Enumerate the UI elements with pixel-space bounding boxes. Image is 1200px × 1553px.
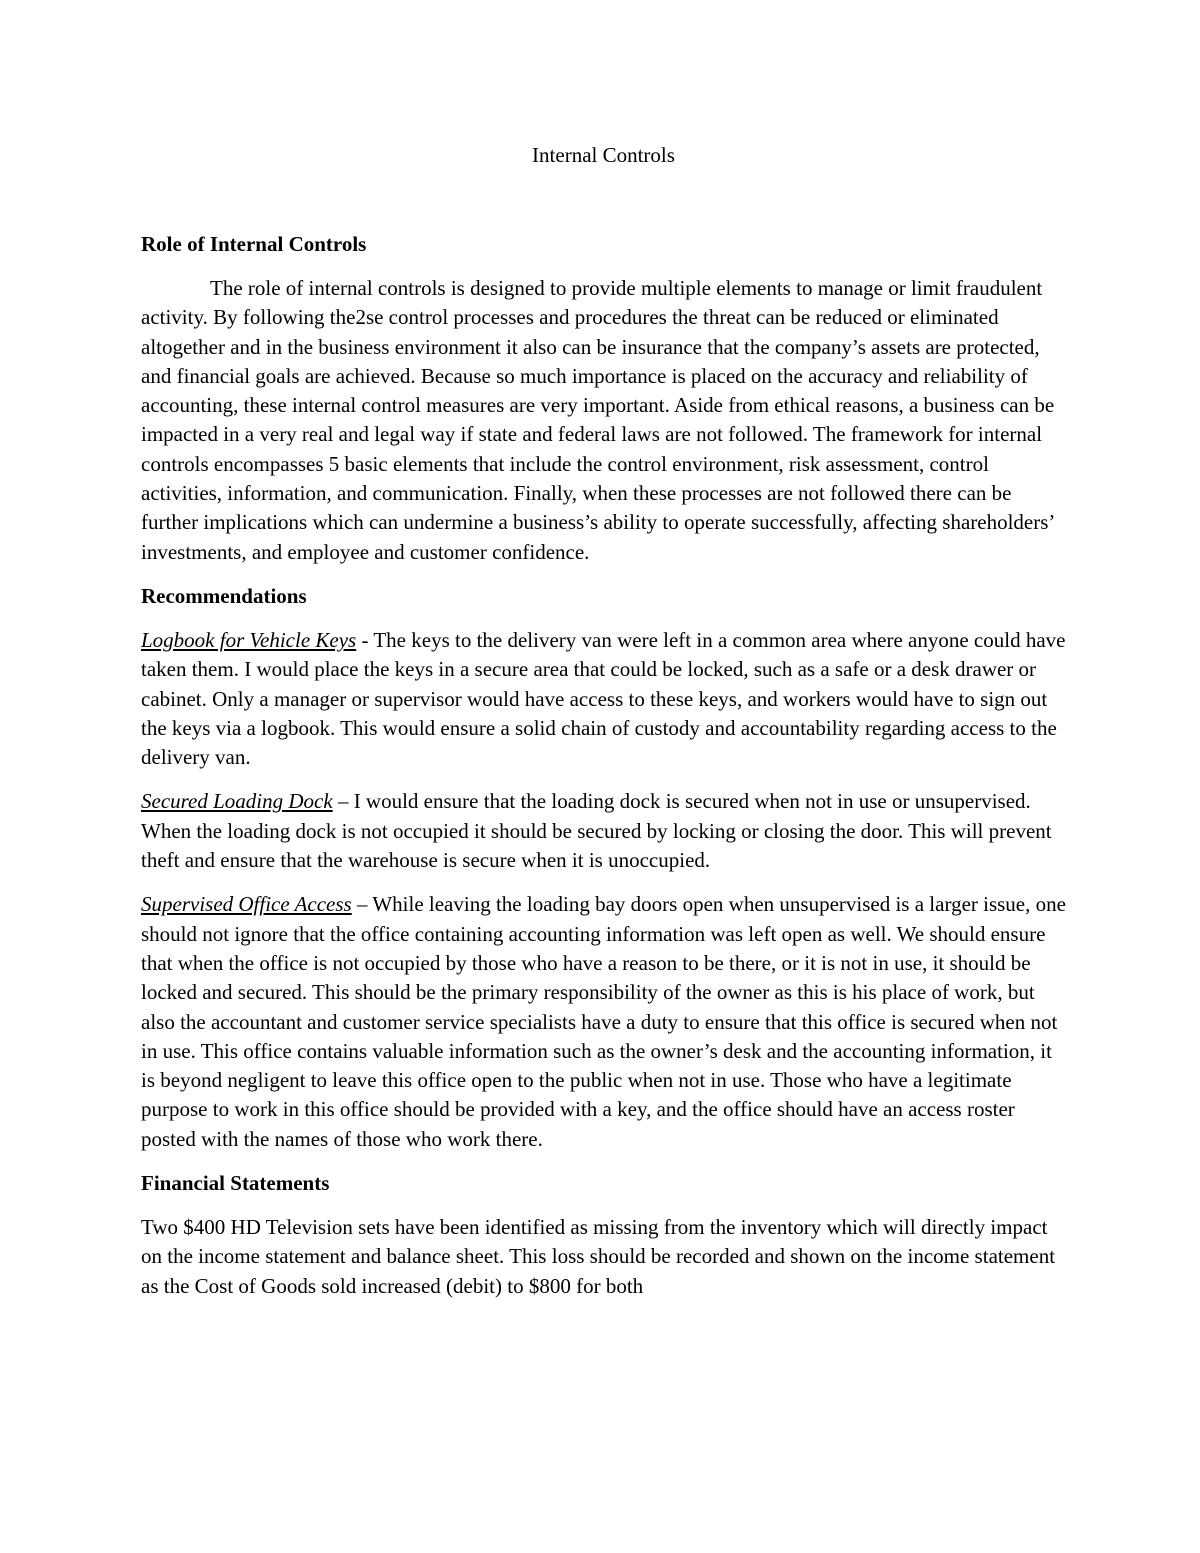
recommendation-item: [141, 890, 1066, 1154]
section-heading-recommendations: Recommendations: [141, 583, 307, 608]
recommendation-item: [141, 626, 1066, 772]
recommendation-separator: –: [332, 789, 354, 814]
recommendation-body: While leaving the loading bay doors open when unsupervised is a larger issue, one should not ignore that the office containing accounting information was left open as well. We should ensure that when the office is not occupied by those who have a reason to be there, or it is not in use, it should be locked and secured. This should be the primary responsibility of the owner as this is his place of work, but also the accountant and customer service specialists have a duty to ensure that this office is secured when not in use. This office contains valuable information such as the owner’s desk and the accounting information, it is beyond negligent to leave this office open to the public when not in use. Those who have a legitimate purpose to work in this office should be provided with a key, and the office should have an access roster posted with the names of those who work there.: [141, 892, 1066, 1151]
recommendation-title: Logbook for Vehicle Keys: [141, 627, 357, 652]
recommendation-separator: –: [351, 892, 373, 917]
section-heading-role: Role of Internal Controls: [141, 232, 367, 256]
page-title: Internal Controls: [532, 143, 675, 167]
section-heading-financial-statements: Financial Statements: [141, 1171, 330, 1196]
paragraph-financial-statements: Two $400 HD Television sets have been identified as missing from the inventory which will directly impact on the income statement and balance sheet. This loss should be recorded and shown on the income statement as the Cost of Goods sold increased (debit) to $800 for both: [141, 1215, 1056, 1298]
paragraph-role: The role of internal controls is designed to provide multiple elements to manage or limit fraudulent activity. By following the2se control processes and procedures the threat can be reduced or eliminated altogether and in the business environment it also can be insurance that the company’s assets are protected, and financial goals are achieved. Because so much importance is placed on the accuracy and reliability of accounting, these internal control measures are very important. Aside from ethical reasons, a business can be impacted in a very real and legal way if state and federal laws are not followed. The framework for internal controls encompasses 5 basic elements that include the control environment, risk assessment, control activities, information, and communication. Finally, when these processes are not followed there can be further implications which can undermine a business’s ability to operate successfully, affecting shareholders’ investments, and employee and customer confidence.: [141, 276, 1055, 564]
recommendation-body: I would ensure that the loading dock is secured when not in use or unsupervised. When the loading dock is not occupied it should be secured by locking or closing the door. This will prevent theft and ensure that the warehouse is secure when it is unoccupied.: [141, 789, 1052, 873]
recommendation-title: Supervised Office Access: [141, 892, 352, 917]
recommendation-title: Secured Loading Dock: [141, 789, 333, 814]
recommendation-body: The keys to the delivery van were left in a common area where anyone could have taken them. I would place the keys in a secure area that could be locked, such as a safe or a desk drawer or cabinet. Only a manager or supervisor would have access to these keys, and workers would have to sign out the keys via a logbook. This would ensure a solid chain of custody and accountability regarding access to the delivery van.: [141, 627, 1066, 770]
recommendation-separator: -: [356, 627, 374, 652]
recommendation-item: [141, 787, 1066, 875]
document-body: [141, 140, 1066, 1301]
